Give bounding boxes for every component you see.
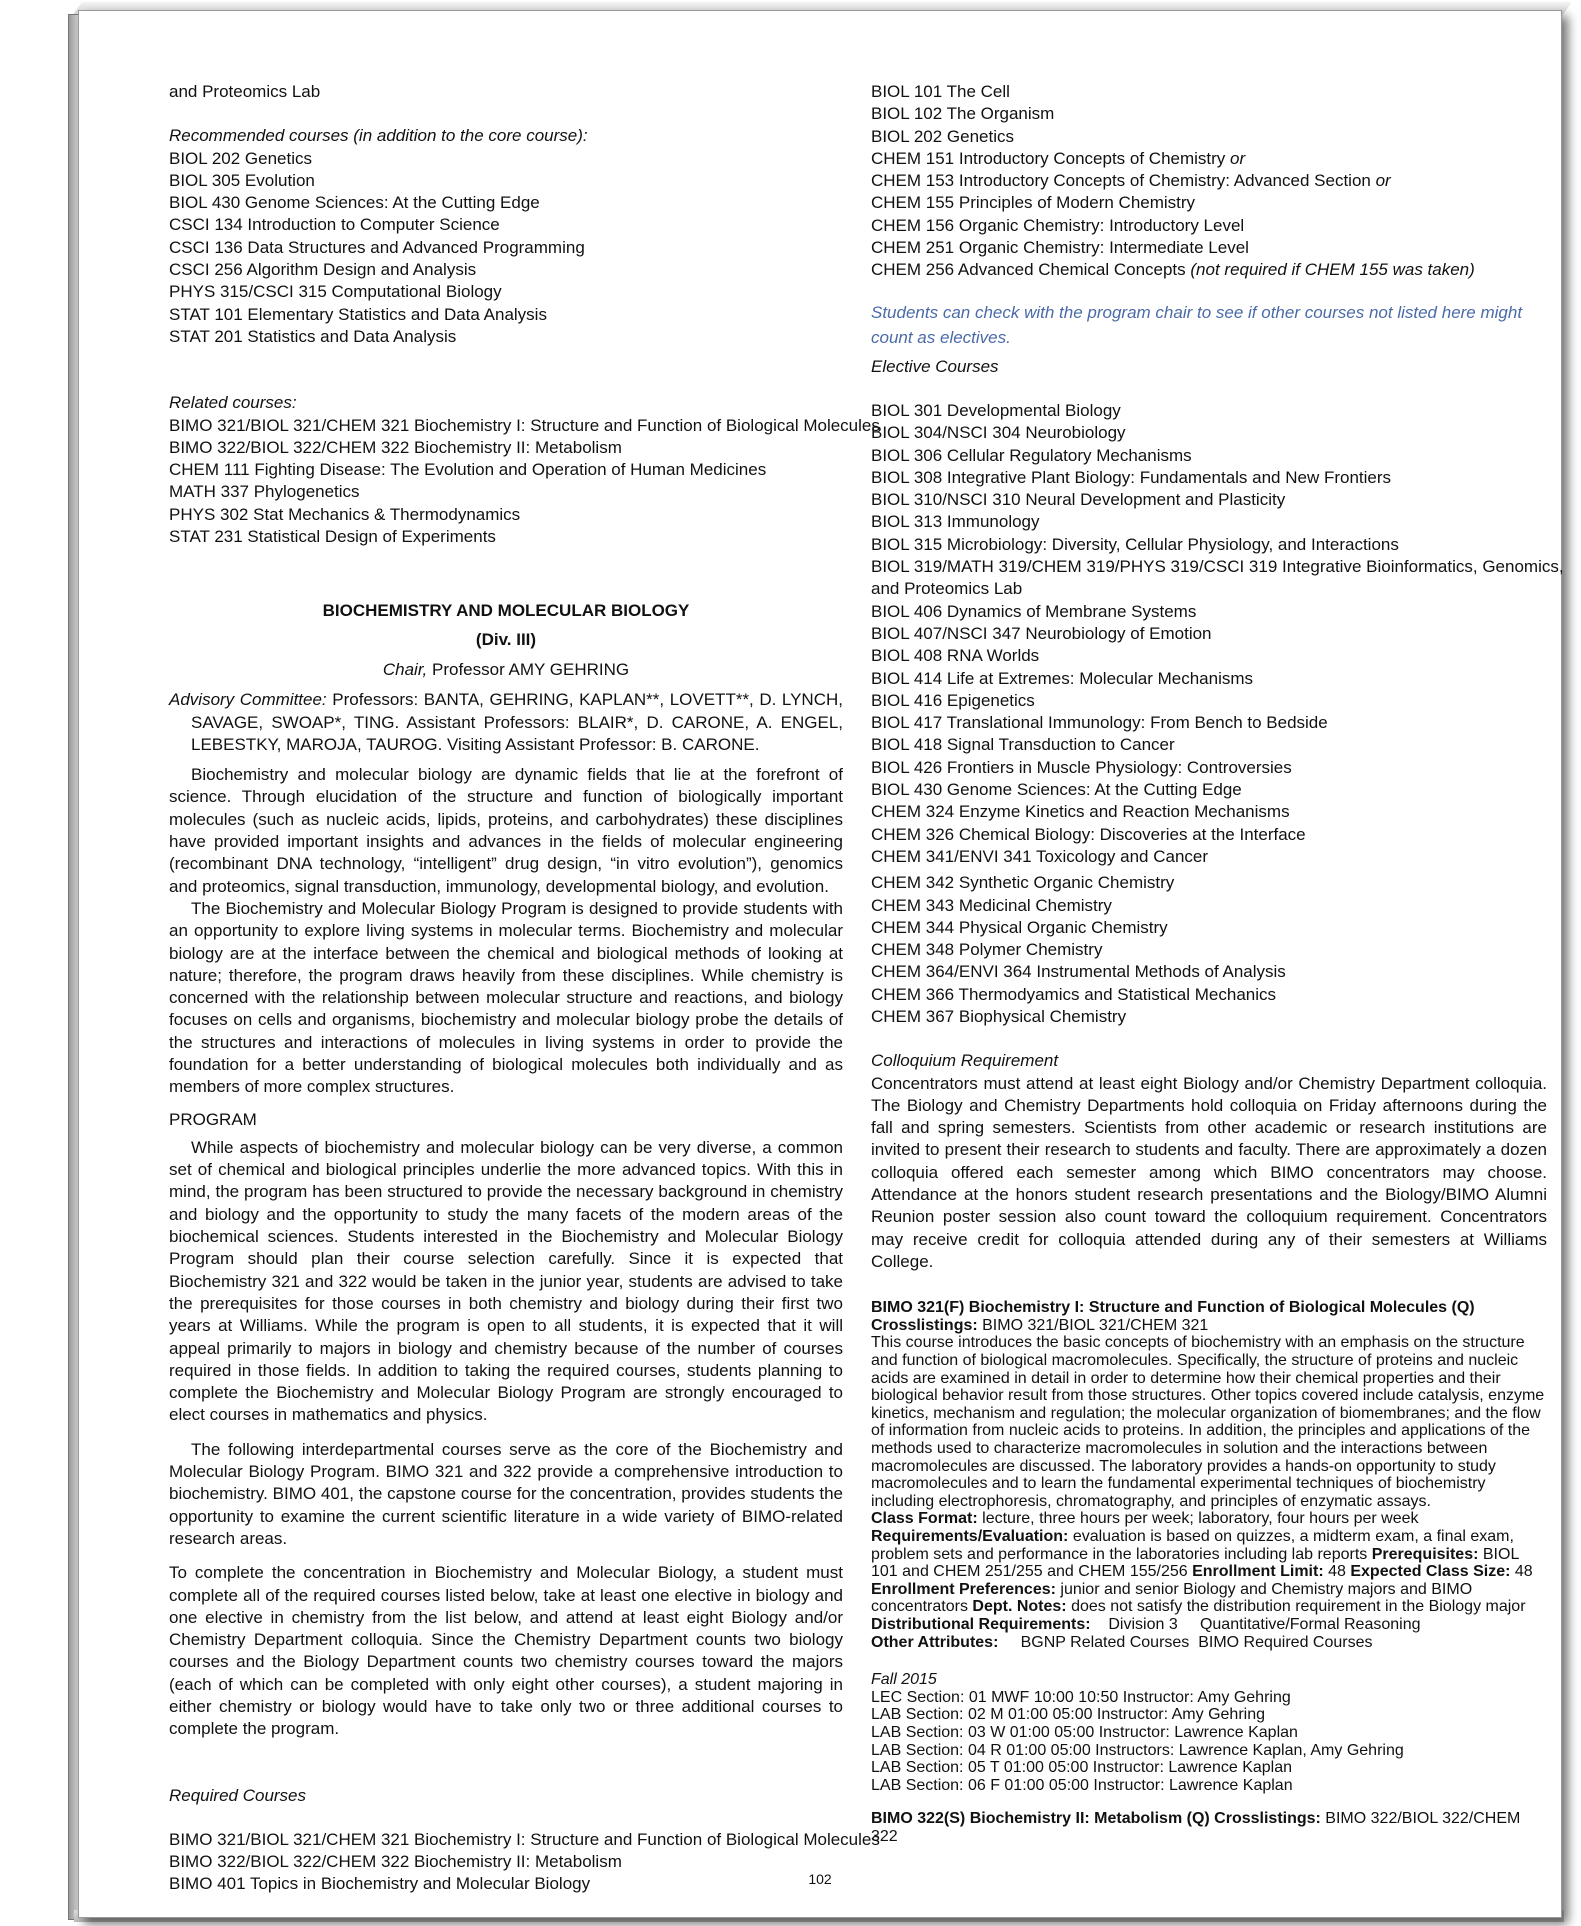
course-line: CHEM 256 Advanced Chemical Concepts (not required if CHEM 155 was taken) (871, 260, 1475, 280)
advisory-committee (169, 689, 843, 756)
course-line: BIOL 408 RNA Worlds (871, 646, 1040, 666)
elective-list-biology (871, 400, 1564, 868)
program-title: BIOCHEMISTRY AND MOLECULAR BIOLOGY (322, 601, 690, 621)
recommended-heading: Recommended courses (in addition to the core course): (169, 126, 588, 146)
course-line: BIMO 322/BIOL 322/CHEM 322 Biochemistry II: Metabolism (169, 1852, 622, 1872)
course-line: BIOL 202 Genetics (871, 126, 1015, 146)
bimo321-attributes: Other Attributes: BGNP Related Courses BIMO Required Courses (871, 1633, 1373, 1651)
bimo321-term: Fall 2015 (871, 1671, 937, 1689)
bimo321-description: This course introduces the basic concepts of biochemistry with an emphasis on the structure and function of biological macromolecules. Specifically, the structure of proteins and nucleic acids are examined in detail in order to determine how their chemical properties and their biological behavior result from those structures. Other topics covered include catalysis, enzyme kinetics, mechanism and regulation; the molecular organization of biomembranes; and the flow of information from nucleic acids to proteins. In addition, the principles and applications of the methods used to characterize macromolecules in solution and the interactions between macromolecules are discussed. The laboratory provides a hands-on opportunity to study macromolecules and to learn the fundamental experimental techniques of biochemistry including electrophoresis, chromatography, and principles of enzymatic assays. (871, 1334, 1545, 1510)
course-line: BIOL 315 Microbiology: Diversity, Cellular Physiology, and Interactions (871, 534, 1399, 554)
bimo321-requirements: Requirements/Evaluation: evaluation is based on quizzes, a midterm exam, a final exam, problem sets and performance in the laboratories including lab reports Prerequisites: BIOL 101 and CHEM 251/255 and CHEM 155/256 Enrollment Limit: 48 Expected Class Size: 48 (871, 1527, 1533, 1581)
course-line: BIMO 322/BIOL 322/CHEM 322 Biochemistry II: Metabolism (169, 437, 622, 457)
elective-heading: Elective Courses (871, 356, 999, 376)
course-line: BIOL 304/NSCI 304 Neurobiology (871, 423, 1126, 443)
course-line: CHEM 326 Chemical Biology: Discoveries at the Interface (871, 824, 1306, 844)
bimo322-heading: BIMO 322(S) Biochemistry II: Metabolism (Q) Crosslistings: BIMO 322/BIOL 322/CHEM 322 (871, 1810, 1521, 1845)
right-column (871, 81, 1564, 1845)
course-note: (not required if CHEM 155 was taken) (1190, 260, 1475, 280)
course-line: BIOL 430 Genome Sciences: At the Cutting Edge (871, 780, 1242, 800)
bimo321-distribution: Distributional Requirements: Division 3 Quantitative/Formal Reasoning (871, 1615, 1421, 1633)
course-line: BIOL 319/MATH 319/CHEM 319/PHYS 319/CSCI 319 Integrative Bioinformatics, Genomics, (871, 557, 1564, 577)
course-line: CHEM 366 Thermodyamics and Statistical Mechanics (871, 984, 1277, 1004)
course-line: BIOL 406 Dynamics of Membrane Systems (871, 601, 1197, 621)
section-line: LAB Section: 03 W 01:00 05:00 Instructor: Lawrence Kaplan (871, 1723, 1298, 1741)
course-line: BIOL 417 Translational Immunology: From Bench to Bedside (871, 713, 1328, 733)
course-line: STAT 201 Statistics and Data Analysis (169, 326, 457, 346)
section-line: LAB Section: 02 M 01:00 05:00 Instructor: Amy Gehring (871, 1706, 1265, 1724)
core-paragraph: The following interdepartmental courses serve as the core of the Biochemistry and Molecular Biology Program. BIMO 321 and 322 provide a comprehensive introduction to biochemistry. BIMO 401, the capstone course for the concentration, provides students the opportunity to examine the current scientific literature in a wide variety of BIMO-related research areas. (169, 1439, 843, 1548)
intro-paragraph-1: Biochemistry and molecular biology are dynamic fields that lie at the forefront of science. Through elucidation of the structure and function of biologically important molecules (such as nucleic acids, lipids, proteins, and carbohydrates) these disciplines have provided important insights and advances in the fields of molecular engineering (recombinant DNA technology, “intelligent” drug design, “in vitro evolution”), genomics and proteomics, signal transduction, immunology, developmental biology, and evolution. (169, 765, 843, 896)
course-line: PHYS 302 Stat Mechanics & Thermodynamics (169, 504, 521, 524)
program-chair-note: Students can check with the program chair to see if other courses not listed here might count as electives. (871, 302, 1523, 347)
course-line: BIOL 101 The Cell (871, 82, 1010, 101)
related-list (169, 415, 880, 549)
section-line: LEC Section: 01 MWF 10:00 10:50 Instructor: Amy Gehring (871, 1688, 1291, 1706)
advisory-text: Professors: BANTA, GEHRING, KAPLAN**, LOVETT**, D. LYNCH, SAVAGE, SWOAP*, TING. Assistant Professors: BLAIR*, D. CARONE, A. ENGEL, LEBESTKY, MAROJA, TAUROG. Visiting Assistant Professor: B. CARONE. (191, 690, 843, 754)
course-line: CHEM 151 Introductory Concepts of Chemistry or (871, 148, 1246, 168)
course-line: BIOL 202 Genetics (169, 148, 313, 168)
chair-label: Chair, (382, 659, 428, 679)
course-line: BIOL 416 Epigenetics (871, 690, 1035, 710)
course-line: BIOL 430 Genome Sciences: At the Cutting Edge (169, 193, 540, 213)
advisory-label: Advisory Committee: (169, 690, 327, 710)
course-line: CHEM 324 Enzyme Kinetics and Reaction Mechanisms (871, 802, 1290, 822)
bimo321-preferences: Enrollment Preferences: junior and senior Biology and Chemistry majors and BIMO concentrators Dept. Notes: does not satisfy the distribution requirement in the Biology major (871, 1580, 1526, 1616)
related-heading: Related courses: (169, 393, 297, 413)
course-line: CHEM 348 Polymer Chemistry (871, 940, 1103, 960)
section-line: LAB Section: 04 R 01:00 05:00 Instructors: Lawrence Kaplan, Amy Gehring (871, 1741, 1404, 1759)
section-line: LAB Section: 05 T 01:00 05:00 Instructor: Lawrence Kaplan (871, 1759, 1293, 1777)
bimo321-sections (871, 1689, 1547, 1795)
course-line: BIOL 426 Frontiers in Muscle Physiology: Controversies (871, 757, 1292, 777)
course-line: BIOL 310/NSCI 310 Neural Development and Plasticity (871, 490, 1286, 510)
course-line: MATH 337 Phylogenetics (169, 482, 360, 502)
course-line: BIOL 418 Signal Transduction to Cancer (871, 735, 1175, 755)
course-line: CHEM 367 Biophysical Chemistry (871, 1006, 1127, 1026)
intro-paragraph-2: The Biochemistry and Molecular Biology Program is designed to provide students with an opportunity to explore living systems in molecular terms. Biochemistry and molecular biology are at the interface between the chemical and biological methods of looking at nature; therefore, the program draws heavily from these disciplines. While chemistry is concerned with the relationship between molecular structure and reactions, and biology focuses on cells and organisms, biochemistry and molecular biology probe the details of the structures and interactions of molecules in living systems in order to provide the foundation for a better understanding of biological molecules both individually and as members of more complex structures. (169, 898, 843, 1097)
course-line: STAT 101 Elementary Statistics and Data Analysis (169, 304, 547, 324)
continued-line: and Proteomics Lab (169, 82, 321, 101)
course-note: or (1230, 148, 1246, 168)
course-note: or (1375, 171, 1391, 191)
course-line: STAT 231 Statistical Design of Experiments (169, 527, 496, 547)
colloquium-text: Concentrators must attend at least eight Biology and/or Chemistry Department colloquia. The Biology and Chemistry Departments hold colloquia on Friday afternoons during the fall and spring semesters. Scientists from other academic or research institutions are invited to present their research to students and faculty. There are approximately a dozen colloquia offered each semester among which BIMO concentrators may choose. Attendance at the honors student research presentations and the Biology/BIMO Alumni Reunion poster session also count toward the colloquium requirement. Concentrators may receive credit for colloquia attended during any of their semesters at Williams College. (871, 1073, 1547, 1271)
course-line: BIMO 401 Topics in Biochemistry and Molecular Biology (169, 1874, 591, 1894)
course-line: BIOL 306 Cellular Regulatory Mechanisms (871, 445, 1192, 465)
required-heading: Required Courses (169, 1785, 307, 1805)
bimo321-title: BIMO 321(F) Biochemistry I: Structure and Function of Biological Molecules (Q) (871, 1299, 1475, 1317)
course-line: BIOL 407/NSCI 347 Neurobiology of Emotion (871, 623, 1212, 643)
recommended-list (169, 148, 843, 349)
colloquium-heading: Colloquium Requirement (871, 1051, 1059, 1071)
page-number: 102 (808, 1871, 832, 1887)
course-line: CHEM 343 Medicinal Chemistry (871, 895, 1112, 915)
course-line: CSCI 134 Introduction to Computer Science (169, 215, 500, 235)
bimo321-class-format: Class Format: lecture, three hours per week; laboratory, four hours per week (871, 1510, 1419, 1528)
course-line: BIOL 414 Life at Extremes: Molecular Mechanisms (871, 668, 1254, 688)
course-line: BIOL 308 Integrative Plant Biology: Fundamentals and New Frontiers (871, 467, 1392, 487)
elective-list-chemistry (871, 872, 1547, 1028)
bimo321-crosslistings: Crosslistings: BIMO 321/BIOL 321/CHEM 321 (871, 1316, 1209, 1334)
course-line: BIOL 305 Evolution (169, 170, 315, 190)
course-line: CHEM 341/ENVI 341 Toxicology and Cancer (871, 846, 1209, 866)
chair-name: Professor AMY GEHRING (427, 659, 630, 679)
complete-paragraph: To complete the concentration in Biochemistry and Molecular Biology, a student must complete all of the required courses listed below, take at least one elective in biology and one elective in chemistry from the list below, and attend at least eight Biology and/or Chemistry Department colloquia. Since the Chemistry Department counts two biology courses and the Biology Department counts two chemistry courses toward the majors (each of which can be completed with only eight other courses), a student majoring in either chemistry or biology would have to take only two or three additional courses to complete the program. (169, 1563, 843, 1739)
course-line: and Proteomics Lab (871, 579, 1023, 599)
chair-line (169, 659, 843, 681)
course-line: BIOL 301 Developmental Biology (871, 400, 1121, 420)
course-line: CHEM 364/ENVI 364 Instrumental Methods of Analysis (871, 962, 1286, 982)
course-line: CHEM 251 Organic Chemistry: Intermediate Level (871, 238, 1249, 258)
course-line: BIOL 102 The Organism (871, 104, 1055, 124)
course-line: CHEM 344 Physical Organic Chemistry (871, 917, 1168, 937)
program-paragraph: While aspects of biochemistry and molecular biology can be very diverse, a common set of chemical and biological principles underlie the more advanced topics. With this in mind, the program has been structured to provide the necessary background in chemistry and biology and the opportunity to study the many facets of the modern areas of the biochemical sciences. Students interested in the Biochemistry and Molecular Biology Program should plan their course selection carefully. Since it is expected that Biochemistry 321 and 322 would be taken in the junior year, students are advised to take the prerequisites for those courses in both chemistry and biology during their first two years at Williams. While the program is open to all students, it is expected that it will appeal primarily to majors in biology and chemistry because of the number of courses required in those fields. In addition to taking the required courses, students planning to complete the Biochemistry and Molecular Biology Program are strongly encouraged to elect courses in mathematics and physics. (169, 1137, 843, 1425)
course-line: BIMO 321/BIOL 321/CHEM 321 Biochemistry I: Structure and Function of Biological Molecules (169, 415, 880, 435)
division-label: (Div. III) (475, 629, 537, 649)
section-line: LAB Section: 06 F 01:00 05:00 Instructor: Lawrence Kaplan (871, 1776, 1293, 1794)
bimo321-entry (871, 1299, 1547, 1845)
left-column (169, 81, 880, 1896)
course-line: CHEM 342 Synthetic Organic Chemistry (871, 873, 1175, 893)
course-line: CSCI 256 Algorithm Design and Analysis (169, 260, 477, 280)
course-line: BIMO 321/BIOL 321/CHEM 321 Biochemistry I: Structure and Function of Biological Molecules (169, 1829, 880, 1849)
program-heading: PROGRAM (169, 1109, 257, 1129)
document-page (78, 10, 1562, 1918)
course-line: CHEM 156 Organic Chemistry: Introductory Level (871, 215, 1245, 235)
required-list-continued (871, 81, 1547, 282)
course-line: BIOL 313 Immunology (871, 512, 1040, 532)
course-line: CHEM 111 Fighting Disease: The Evolution and Operation of Human Medicines (169, 460, 767, 480)
course-line: PHYS 315/CSCI 315 Computational Biology (169, 282, 502, 302)
course-line: CSCI 136 Data Structures and Advanced Programming (169, 237, 585, 257)
course-line: CHEM 153 Introductory Concepts of Chemistry: Advanced Section or (871, 171, 1391, 191)
course-line: CHEM 155 Principles of Modern Chemistry (871, 193, 1196, 213)
